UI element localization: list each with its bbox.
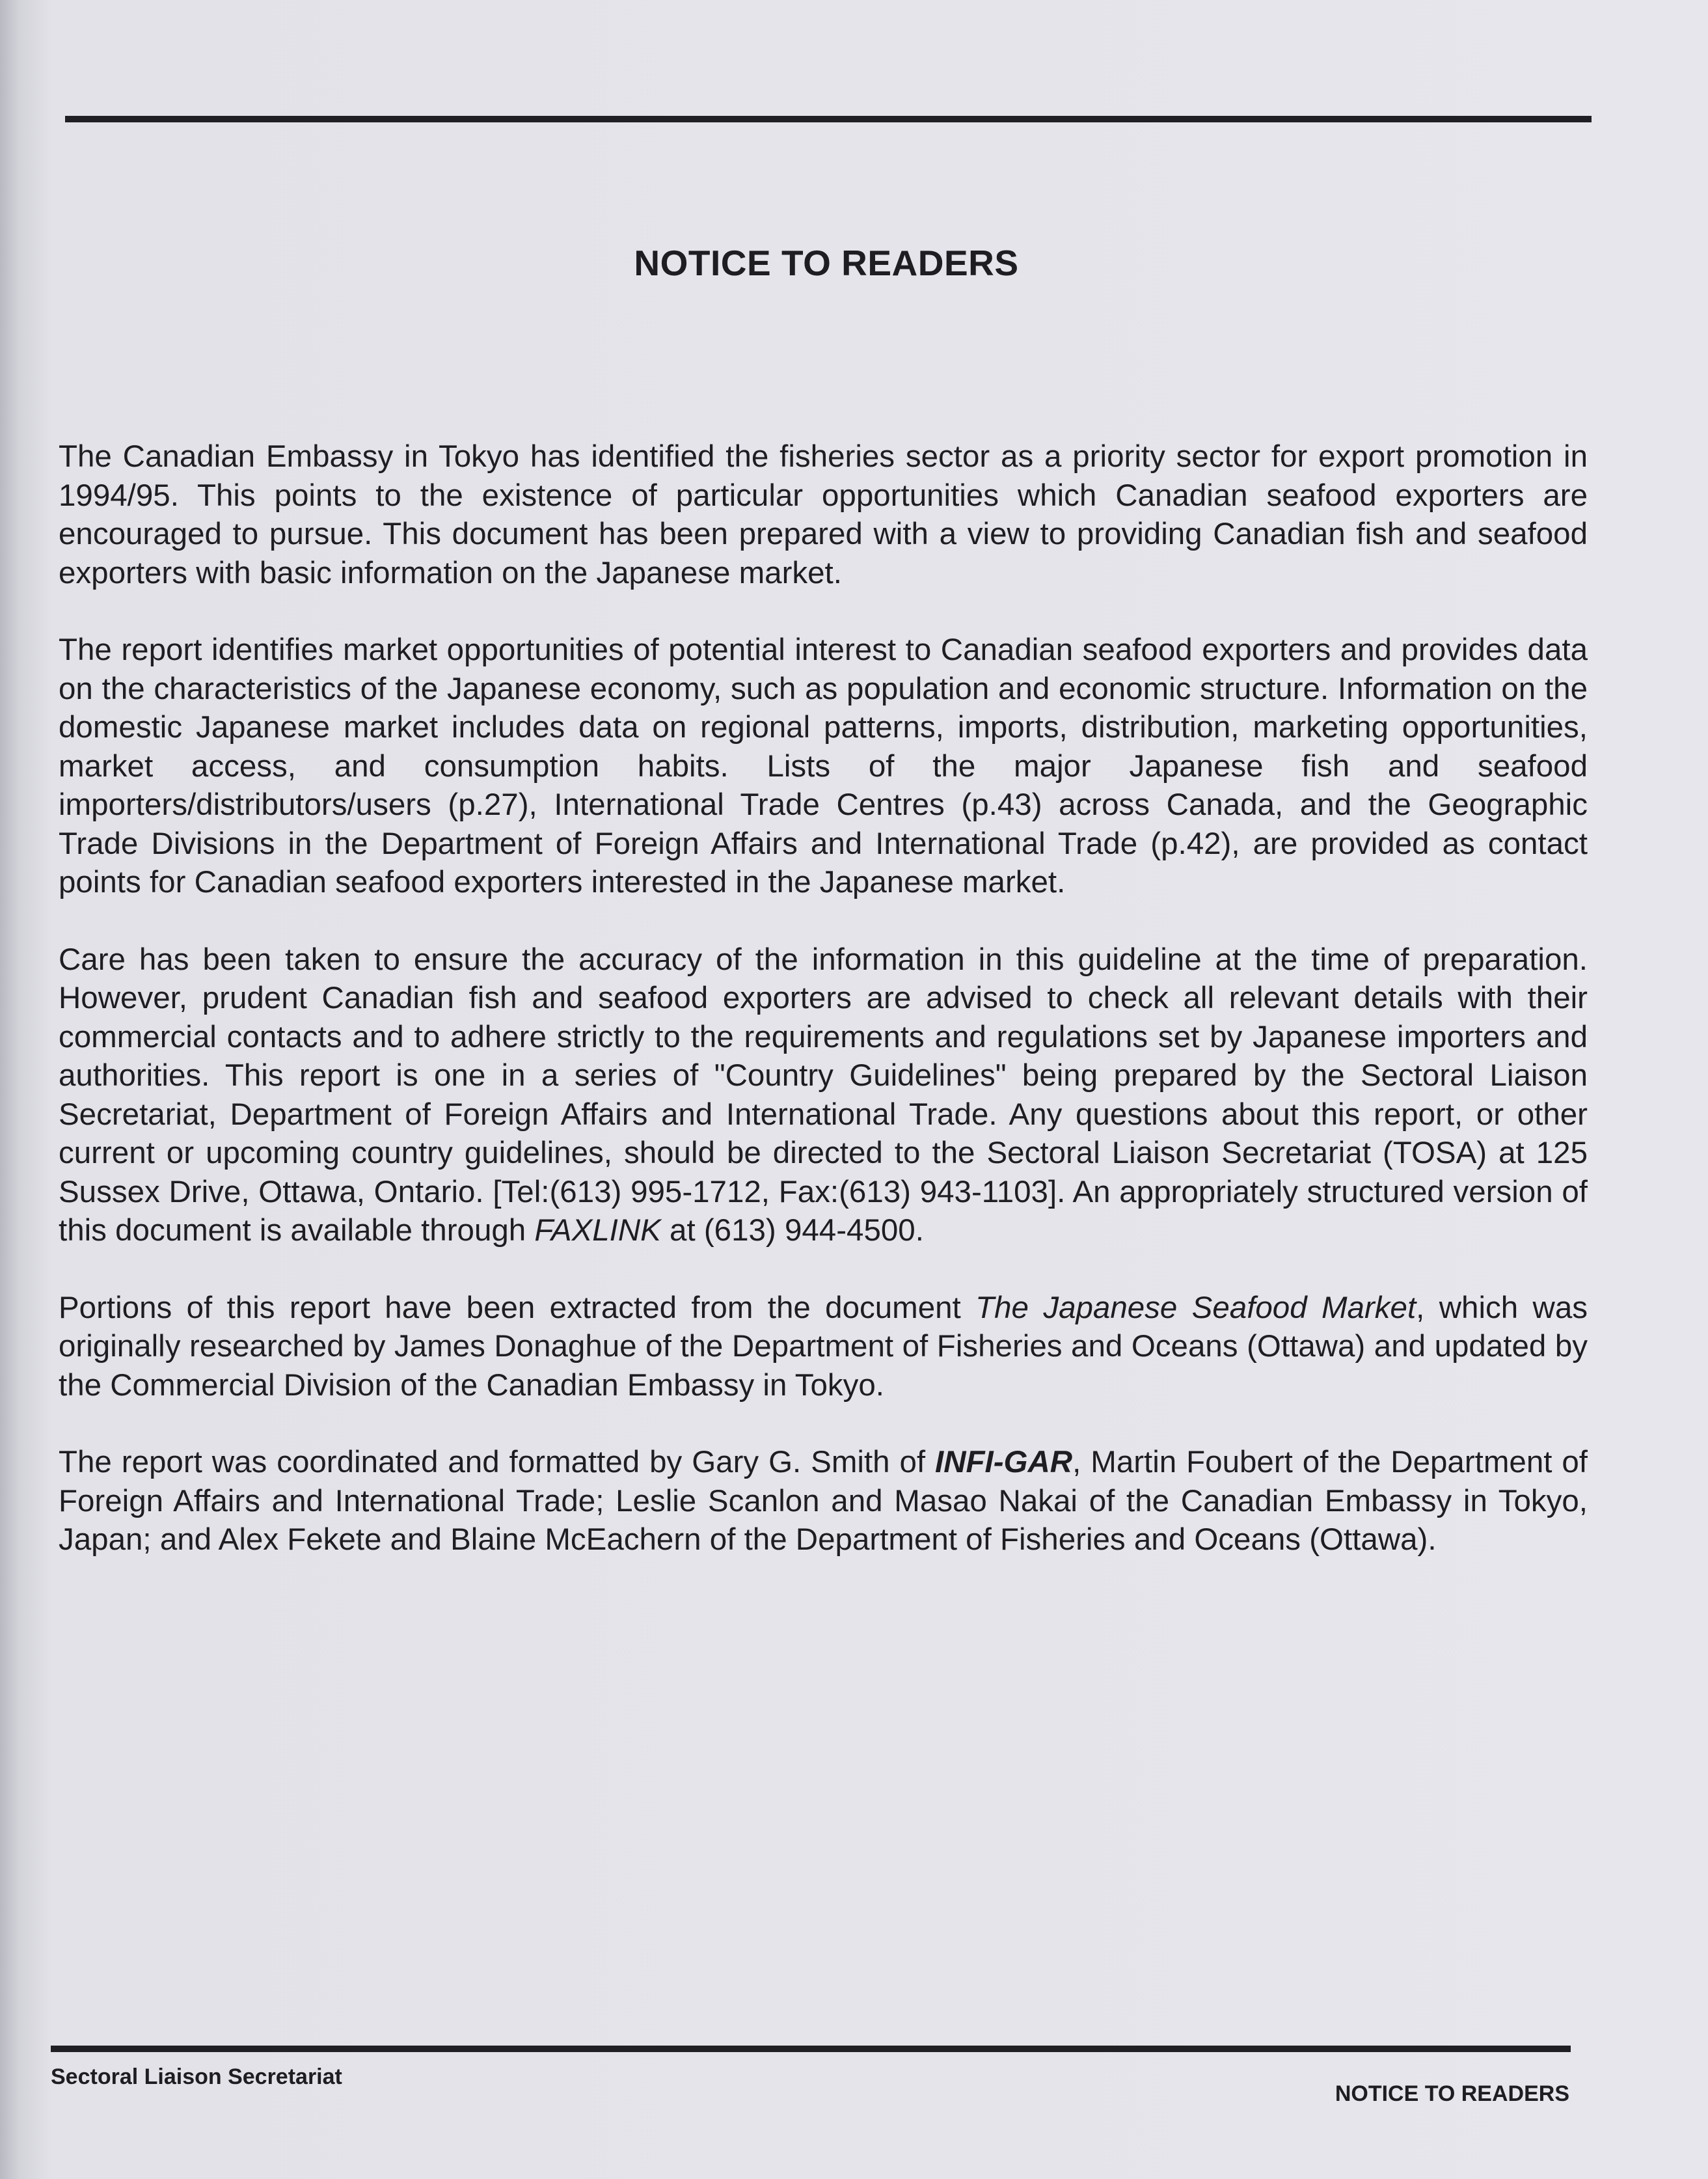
paragraph-5-text: The report was coordinated and formatted by Gary G. Smith of [59,1445,936,1479]
paragraph-4-text-end: , which was originally researched by James Donaghue of the Department of Fisheries and Oceans (Ottawa) and updated by the Commercial Division of the Canadian Embassy in Tokyo. [59,1290,1588,1403]
footer-left: Sectoral Liaison Secretariat [51,2064,342,2089]
paragraph-4 [59,1289,1588,1405]
paragraph-5 [59,1443,1588,1559]
paragraph-1 [59,437,1588,592]
paragraph-1-text: The Canadian Embassy in Tokyo has identified the fisheries sector as a priority sector for export promotion in 1994/95. This points to the existence of particular opportunities which Canadian seafood exporters are encouraged to pursue. This document has been prepared with a view to providing Canadian fish and seafood exporters with basic information on the Japanese market. [59,439,1588,590]
document-title-emphasis: The Japanese Seafood Market [975,1290,1417,1325]
paragraph-2-text: The report identifies market opportunities of potential interest to Canadian seafood exporters and provides data on the characteristics of the Japanese economy, such as population and economic structure. Information on the domestic Japanese market includes data on regional patterns, imports, distribution, marketing opportunities, market access, and consumption habits. Lists of the major Japanese fish and seafood importers/distributors/users (p.27), International Trade Centres (p.43) across Canada, and the Geographic Trade Divisions in the Department of Foreign Affairs and International Trade (p.42), are provided as contact points for Canadian seafood exporters interested in the Japanese market. [59,633,1588,899]
footer-right: NOTICE TO READERS [1335,2081,1569,2106]
paragraph-4-text: Portions of this report have been extracted from the document [59,1290,976,1325]
paragraph-3-text: Care has been taken to ensure the accuracy of the information in this guideline at the time of preparation. However, prudent Canadian fish and seafood exporters are advised to check all relevant details with their commercial contacts and to adhere strictly to the requirements and regulations set by Japanese importers and authorities. This report is one in a series of "Country Guidelines" being prepared by the Sectoral Liaison Secretariat, Department of Foreign Affairs and International Trade. Any questions about this report, or other current or upcoming country guidelines, should be directed to the Sectoral Liaison Secretariat (TOSA) at 125 Sussex Drive, Ottawa, Ontario. [Tel:(613) 995-1712, Fax:(613) 943-1103]. An appropriately structured version of this document is available through [59,942,1588,1248]
bottom-rule [51,2046,1571,2052]
top-rule [65,116,1592,122]
paragraph-3-text-end: at (613) 944-4500. [660,1213,924,1248]
body-text [59,437,1588,1598]
paragraph-5-text-end: , Martin Foubert of the Department of Foreign Affairs and International Trade; Leslie Scanlon and Masao Nakai of the Canadian Embassy in Tokyo, Japan; and Alex Fekete and Blaine McEachern of the Department of Fisheries and Oceans (Ottawa). [59,1445,1588,1557]
paragraph-3 [59,940,1588,1250]
faxlink-emphasis: FAXLINK [534,1213,661,1248]
page-title: NOTICE TO READERS [634,243,1019,283]
paragraph-2 [59,631,1588,902]
infi-gar-emphasis: INFI-GAR [935,1445,1073,1479]
